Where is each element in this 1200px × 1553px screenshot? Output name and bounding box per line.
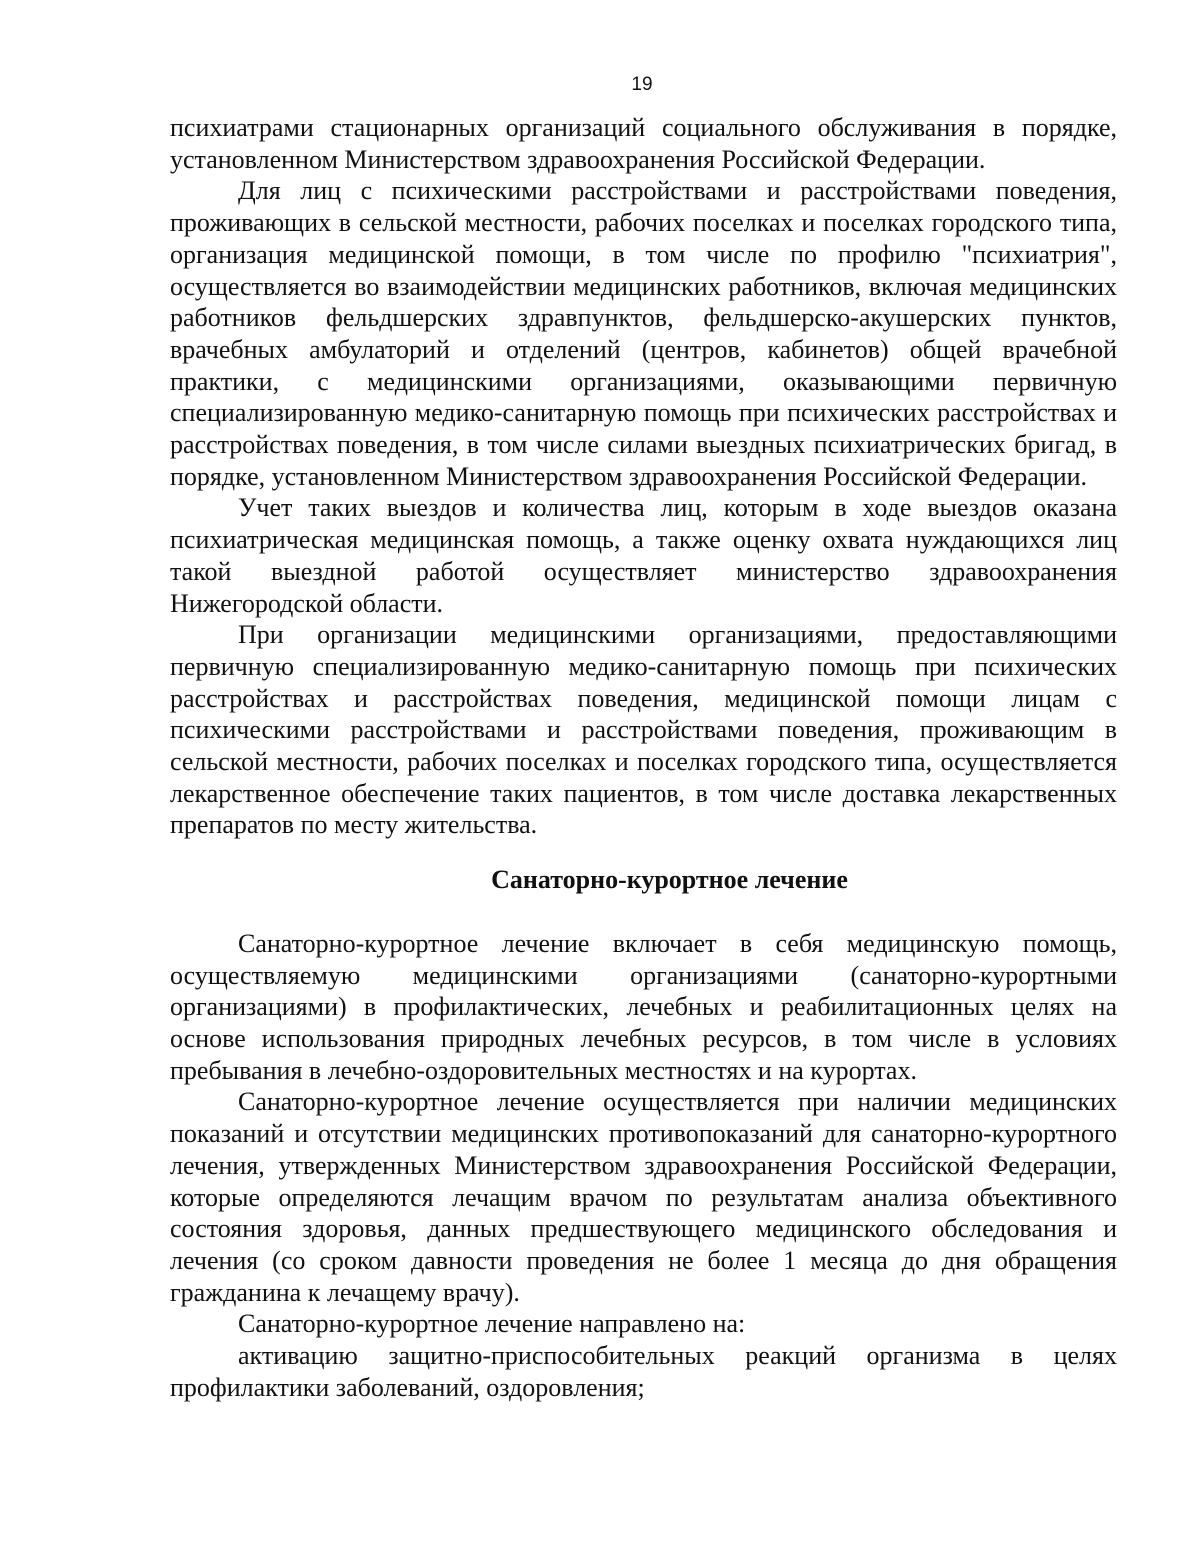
page-number: 19: [631, 74, 653, 95]
document-body: [170, 112, 1117, 1403]
paragraph-continuation: психиатрами стационарных организаций социального обслуживания в порядке, установленном Министерством здравоохранения Российской Федерации.: [170, 113, 1117, 174]
paragraph-visits-accounting: Учет таких выездов и количества лиц, которым в ходе выездов оказана психиатрическая медицинская помощь, а также оценку охвата нуждающихся лиц такой выездной работой осуществляет министерство здравоохранения Нижегородской области.: [170, 493, 1117, 618]
section-heading: Санаторно-курортное лечение: [491, 865, 848, 895]
paragraph-sanatorium-aims: Санаторно-курортное лечение направлено на:: [238, 1309, 746, 1339]
paragraph-sanatorium-definition: Санаторно-курортное лечение включает в себя медицинскую помощь, осуществляемую медицинскими организациями (санаторно-курортными организациями) в профилактических, лечебных и реабилитационных целях на основе использования природных лечебных ресурсов, в том числе в условиях пребывания в лечебно-оздоровительных местностях и на курортах.: [170, 928, 1117, 1085]
paragraph-aim-activation: активацию защитно-приспособительных реакций организма в целях профилактики заболеваний, оздоровления;: [170, 1341, 1117, 1402]
paragraph-rural-psychiatry: Для лиц с психическими расстройствами и расстройствами поведения, проживающих в сельской местности, рабочих поселках и поселках городского типа, организация медицинской помощи, в том числе по профилю "психиатрия", осуществляется во взаимодействии медицинских работников, включая медицинских работников фельдшерских здравпунктов, фельдшерско-акушерских пунктов, врачебных амбулаторий и отделений (центров, кабинетов) общей врачебной практики, с медицинскими организациями, оказывающими первичную специализированную медико-санитарную помощь при психических расстройствах и расстройствах поведения, в том числе силами выездных психиатрических бригад, в порядке, установленном Министерством здравоохранения Российской Федерации.: [170, 176, 1117, 491]
paragraph-drug-supply: При организации медицинскими организациями, предоставляющими первичную специализированную медико-санитарную помощь при психических расстройствах и расстройствах поведения, медицинской помощи лицам с психическими расстройствами и расстройствами поведения, проживающим в сельской местности, рабочих поселках и поселках городского типа, осуществляется лекарственное обеспечение таких пациентов, в том числе доставка лекарственных препаратов по месту жительства.: [170, 620, 1117, 840]
paragraph-sanatorium-indications: Санаторно-курортное лечение осуществляется при наличии медицинских показаний и отсутствии медицинских противопоказаний для санаторно-курортного лечения, утвержденных Министерством здравоохранения Российской Федерации, которые определяются лечащим врачом по результатам анализа объективного состояния здоровья, данных предшествующего медицинского обследования и лечения (со сроком давности проведения не более 1 месяца до дня обращения гражданина к лечащему врачу).: [170, 1087, 1117, 1307]
